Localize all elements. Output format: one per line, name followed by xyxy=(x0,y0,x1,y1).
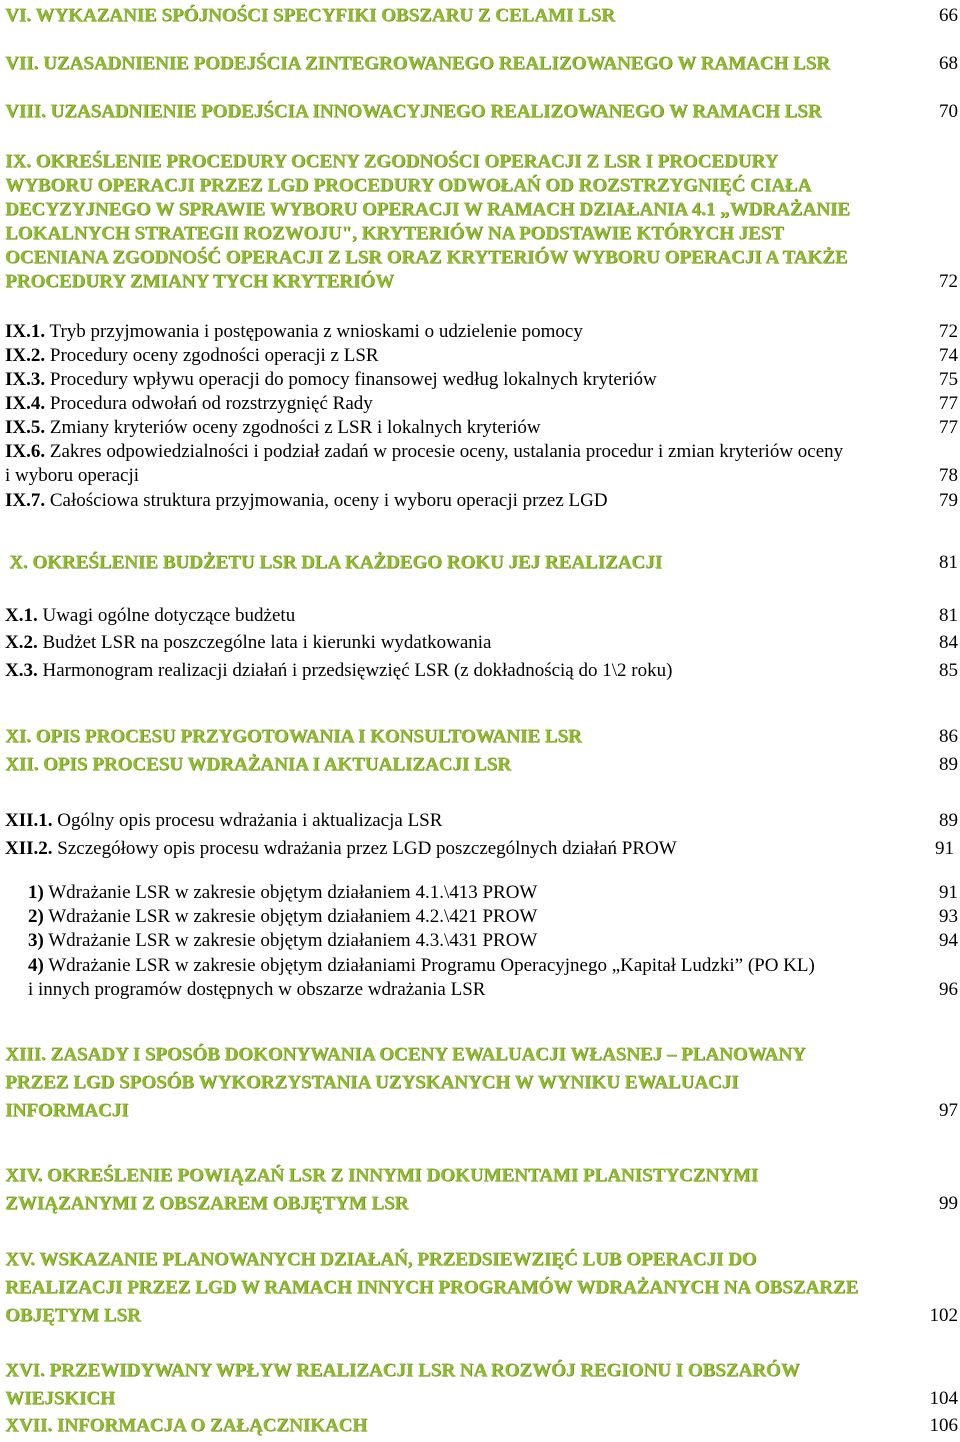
toc-heading: VIII. UZASADNIENIE PODEJŚCIA INNOWACYJNEGO REALIZOWANEGO W RAMACH LSR xyxy=(5,101,822,122)
section-number: IX.3. xyxy=(5,369,46,390)
toc-heading-line: PRZEZ LGD SPOSÓB WYKORZYSTANIA UZYSKANYCH W WYNIKU EWALUACJI xyxy=(5,1072,739,1093)
toc-heading-line: IX. OKREŚLENIE PROCEDURY OCENY ZGODNOŚCI OPERACJI Z LSR I PROCEDURY xyxy=(5,151,779,172)
toc-entry-ix6[interactable] xyxy=(5,440,960,488)
page-number: 99 xyxy=(939,1193,958,1214)
page-number: 77 xyxy=(939,393,958,414)
page-number: 75 xyxy=(939,369,958,390)
toc-heading-line: XV. WSKAZANIE PLANOWANYCH DZIAŁAŃ, PRZEDSIEWZIĘĆ LUB OPERACJI DO xyxy=(5,1249,757,1270)
page-number: 102 xyxy=(929,1305,958,1326)
toc-entry-ix[interactable] xyxy=(5,150,960,294)
toc-entry-xvii[interactable] xyxy=(5,1413,960,1439)
toc-entry-ix2[interactable] xyxy=(5,344,960,368)
toc-entry-viii[interactable] xyxy=(5,100,960,124)
entry-title: Procedury oceny zgodności operacji z LSR xyxy=(49,345,379,366)
page-number: 86 xyxy=(939,726,958,747)
page-number: 72 xyxy=(939,271,958,292)
page-number: 77 xyxy=(939,417,958,438)
toc-entry-ix7[interactable] xyxy=(5,489,960,513)
item-number: 4) xyxy=(28,955,44,976)
toc-heading-line: REALIZACJI PRZEZ LGD W RAMACH INNYCH PROGRAMÓW WDRAŻANYCH NA OBSZARZE xyxy=(5,1277,859,1298)
toc-entry-ix5[interactable] xyxy=(5,416,960,440)
toc-entry-xii2-4[interactable] xyxy=(28,954,960,1002)
entry-title: Budżet LSR na poszczególne lata i kierunki wydatkowania xyxy=(42,632,492,653)
section-number: XII.2. xyxy=(5,838,53,859)
toc-heading: XVII. INFORMACJA O ZAŁĄCZNIKACH xyxy=(5,1415,368,1436)
toc-entry-xii2[interactable] xyxy=(5,837,960,861)
page-number: 94 xyxy=(939,930,958,951)
toc-entry-x1[interactable] xyxy=(5,604,960,628)
entry-title: Szczegółowy opis procesu wdrażania przez LGD poszczególnych działań PROW xyxy=(57,838,677,859)
toc-heading-line: XIII. ZASADY I SPOSÓB DOKONYWANIA OCENY EWALUACJI WŁASNEJ – PLANOWANY xyxy=(5,1044,806,1065)
toc-heading-line: ZWIĄZANYMI Z OBSZAREM OBJĘTYM LSR xyxy=(5,1193,409,1214)
entry-title: Tryb przyjmowania i postępowania z wnioskami o udzielenie pomocy xyxy=(49,321,583,342)
toc-heading-line: OCENIANA ZGODNOŚĆ OPERACJI Z LSR ORAZ KRYTERIÓW WYBORU OPERACJI A TAKŻE xyxy=(5,247,848,268)
page-number: 81 xyxy=(939,605,958,626)
toc-entry-xii1[interactable] xyxy=(5,809,960,833)
toc-entry-xii2-1[interactable] xyxy=(28,881,960,905)
item-number: 3) xyxy=(28,930,44,951)
toc-entry-xv[interactable] xyxy=(5,1246,960,1330)
entry-title: Zmiany kryteriów oceny zgodności z LSR i lokalnych kryteriów xyxy=(49,417,541,438)
page-number: 68 xyxy=(939,53,958,74)
toc-entry-ix3[interactable] xyxy=(5,368,960,392)
toc-entry-ix1[interactable] xyxy=(5,320,960,344)
page-number: 79 xyxy=(939,490,958,511)
toc-heading-line: INFORMACJI xyxy=(5,1100,129,1121)
section-number: XII.1. xyxy=(5,810,53,831)
toc-heading: X. OKREŚLENIE BUDŻETU LSR DLA KAŻDEGO ROKU JEJ REALIZACJI xyxy=(9,552,662,573)
toc-entry-xii2-3[interactable] xyxy=(28,929,960,953)
entry-title: Harmonogram realizacji działań i przedsięwzięć LSR (z dokładnością do 1\2 roku) xyxy=(42,660,673,681)
entry-title: Zakres odpowiedzialności i podział zadań w procesie oceny, ustalania procedur i zmian kryteriów oceny xyxy=(49,441,844,462)
toc-heading-line: WYBORU OPERACJI PRZEZ LGD PROCEDURY ODWOŁAŃ OD ROZSTRZYGNIĘĆ CIAŁA xyxy=(5,175,812,196)
toc-entry-ix4[interactable] xyxy=(5,392,960,416)
page-number: 89 xyxy=(939,810,958,831)
entry-title: Procedura odwołań od rozstrzygnięć Rady xyxy=(49,393,373,414)
section-number: IX.1. xyxy=(5,321,46,342)
entry-title: Uwagi ogólne dotyczące budżetu xyxy=(42,605,296,626)
toc-heading: XI. OPIS PROCESU PRZYGOTOWANIA I KONSULTOWANIE LSR xyxy=(5,726,582,747)
toc-heading-line: PROCEDURY ZMIANY TYCH KRYTERIÓW xyxy=(5,271,395,292)
page-number: 74 xyxy=(939,345,958,366)
toc-entry-vi[interactable] xyxy=(5,4,960,28)
page-number: 72 xyxy=(939,321,958,342)
toc-heading: VII. UZASADNIENIE PODEJŚCIA ZINTEGROWANEGO REALIZOWANEGO W RAMACH LSR xyxy=(5,53,830,74)
page-number: 70 xyxy=(939,101,958,122)
toc-entry-xi[interactable] xyxy=(5,725,960,749)
page-number: 85 xyxy=(939,660,958,681)
page-number: 97 xyxy=(939,1100,958,1121)
page-number: 89 xyxy=(939,754,958,775)
page-number: 84 xyxy=(939,632,958,653)
entry-title: Procedury wpływu operacji do pomocy finansowej według lokalnych kryteriów xyxy=(49,369,657,390)
entry-title: Wdrażanie LSR w zakresie objętym działaniami Programu Operacyjnego „Kapitał Ludzki” (PO KL) xyxy=(48,955,815,976)
toc-entry-xiii[interactable] xyxy=(5,1041,960,1125)
toc-entry-xii2-2[interactable] xyxy=(28,905,960,929)
toc-heading-line: XVI. PRZEWIDYWANY WPŁYW REALIZACJI LSR NA ROZWÓJ REGIONU I OBSZARÓW xyxy=(5,1360,800,1381)
section-number: IX.6. xyxy=(5,441,46,462)
entry-title-continued: i innych programów dostępnych w obszarze wdrażania LSR xyxy=(28,979,486,1000)
entry-title: Wdrażanie LSR w zakresie objętym działaniem 4.2.\421 PROW xyxy=(48,906,538,927)
item-number: 2) xyxy=(28,906,44,927)
section-number: IX.7. xyxy=(5,490,46,511)
entry-title: Ogólny opis procesu wdrażania i aktualizacja LSR xyxy=(57,810,443,831)
toc-heading: VI. WYKAZANIE SPÓJNOŚCI SPECYFIKI OBSZARU Z CELAMI LSR xyxy=(5,5,615,26)
toc-entry-x[interactable] xyxy=(9,551,960,575)
entry-title-continued: i wyboru operacji xyxy=(5,465,140,486)
page-number: 91 xyxy=(935,838,954,859)
section-number: X.2. xyxy=(5,632,38,653)
toc-heading-line: DECYZYJNEGO W SPRAWIE WYBORU OPERACJI W RAMACH DZIAŁANIA 4.1 „WDRAŻANIE xyxy=(5,199,850,220)
section-number: X.3. xyxy=(5,660,38,681)
toc-heading-line: XIV. OKREŚLENIE POWIĄZAŃ LSR Z INNYMI DOKUMENTAMI PLANISTYCZNYMI xyxy=(5,1165,759,1186)
section-number: IX.5. xyxy=(5,417,46,438)
page-number: 91 xyxy=(939,882,958,903)
item-number: 1) xyxy=(28,882,44,903)
toc-heading: XII. OPIS PROCESU WDRAŻANIA I AKTUALIZACJI LSR xyxy=(5,754,511,775)
toc-entry-x2[interactable] xyxy=(5,631,960,655)
page-number: 81 xyxy=(939,552,958,573)
page-number: 78 xyxy=(939,465,958,486)
toc-heading-line: OBJĘTYM LSR xyxy=(5,1305,141,1326)
page-number: 96 xyxy=(939,979,958,1000)
toc-heading-line: WIEJSKICH xyxy=(5,1388,115,1409)
toc-entry-x3[interactable] xyxy=(5,659,960,683)
toc-entry-xvi[interactable] xyxy=(5,1357,960,1413)
toc-heading-line: LOKALNYCH STRATEGII ROZWOJU", KRYTERIÓW NA PODSTAWIE KTÓRYCH JEST xyxy=(5,223,784,244)
entry-title: Wdrażanie LSR w zakresie objętym działaniem 4.3.\431 PROW xyxy=(48,930,538,951)
toc-entry-xii[interactable] xyxy=(5,753,960,777)
toc-entry-vii[interactable] xyxy=(5,52,960,76)
entry-title: Wdrażanie LSR w zakresie objętym działaniem 4.1.\413 PROW xyxy=(48,882,538,903)
section-number: X.1. xyxy=(5,605,38,626)
toc-entry-xiv[interactable] xyxy=(5,1162,960,1218)
page-number: 104 xyxy=(929,1388,958,1409)
section-number: IX.2. xyxy=(5,345,46,366)
page-number: 106 xyxy=(929,1415,958,1436)
section-number: IX.4. xyxy=(5,393,46,414)
page-number: 93 xyxy=(939,906,958,927)
entry-title: Całościowa struktura przyjmowania, oceny i wyboru operacji przez LGD xyxy=(49,490,608,511)
page-number: 66 xyxy=(939,5,958,26)
